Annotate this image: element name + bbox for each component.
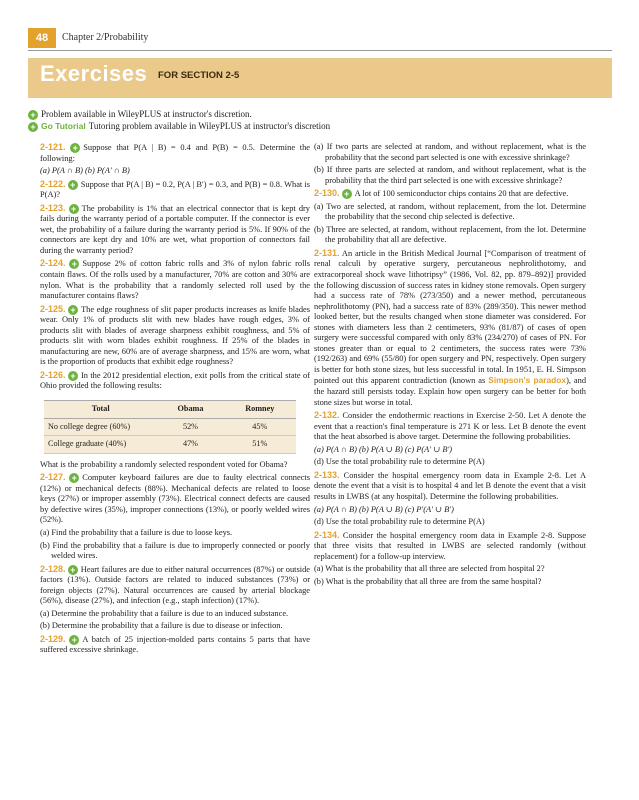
exercise-2-127-b: (b) Find the probability that a failure is due to improperly connected or poorly welded wires. [40, 540, 310, 561]
exercise-2-133-d: (d) Use the total probability rule to determine P(A) [314, 517, 485, 527]
exercise-2-121-parts: (a) P(A ∩ B) (b) P(A′ ∩ B) [40, 166, 130, 176]
exercise-2-121: 2-121. + Suppose that P(A | B) = 0.4 and P(B) = 0.5. Determine the following: [40, 142, 310, 163]
left-column [40, 142, 310, 658]
right-column [314, 142, 586, 589]
exercise-2-122: 2-122. + Suppose that P(A | B) = 0.2, P(A | B′) = 0.3, and P(B) = 0.8. What is P(A)? [40, 178, 310, 200]
chapter-title: Chapter 2/Probability [62, 32, 149, 43]
table-row [44, 436, 296, 454]
exercise-2-123: 2-123. + The probability is 1% that an electrical connector that is kept dry fails during the warranty period of a portable computer. If the connector is ever wet, the probability of a failure during the warranty period is 5%. If 90% of the connectors are kept dry and 10% are wet, what proportion of connectors fail during the warranty period? [40, 202, 310, 255]
table-header-row [44, 401, 296, 419]
plus-icon: + [28, 110, 38, 120]
plus-icon: + [70, 143, 80, 153]
table-row [44, 418, 296, 436]
exercise-2-130: 2-130. + A lot of 100 semiconductor chips contains 20 that are defective. [314, 188, 569, 200]
exercise-2-128-b: (b) Determine the probability that a failure is due to disease or infection. [40, 621, 283, 631]
exercise-2-129-a: (a) If two parts are selected at random, and without replacement, what is the probability that the second part selected is one with excessive shrinkage? [314, 142, 586, 162]
table-cell: 47% [157, 436, 223, 454]
table-cell: 51% [224, 436, 296, 454]
plus-icon: + [28, 122, 38, 132]
plus-icon: + [69, 204, 79, 214]
table-header: Total [44, 401, 157, 419]
table-header: Obama [157, 401, 223, 419]
exercise-2-125: 2-125. + The edge roughness of slit paper products increases as knife blades wear. Only 1% of products slit with new blades have rough edges, 3% of products slit with blades of average sharpness exhibit roughness, and 5% of products slit with worn blades exhibit roughness. If 25% of the blades in manufacturing are new, 60% are of average sharpness, and 15% are worn, what is the proportion of products that exhibit edge roughness? [40, 303, 310, 367]
simpsons-paradox-term: Simpson's paradox [488, 375, 567, 386]
table-cell: 52% [157, 418, 223, 436]
table-header: Romney [224, 401, 296, 419]
exercise-2-130-b: (b) Three are selected, at random, without replacement, from the lot. Determine the probability that all are defective. [314, 224, 586, 245]
banner-subtitle: FOR SECTION 2-5 [158, 70, 240, 81]
header-divider [28, 50, 612, 51]
plus-icon: + [68, 371, 78, 381]
legend-wileyplus: + Problem available in WileyPLUS at instructor's discretion. [28, 108, 612, 120]
exercise-2-134-b: (b) What is the probability that all three are from the same hospital? [314, 576, 542, 586]
table-cell: College graduate (40%) [44, 436, 157, 454]
exercise-2-128: 2-128. + Heart failures are due to either natural occurrences (87%) or outside factors (13%). Outside factors are related to induced substances (73%) or foreign objects (27%). Natural occurrences are caused by arterial blockage (56%), disease (27%), and infection (e.g., staph infection) (17%). [40, 563, 310, 606]
exercise-2-132: 2-132. Consider the endothermic reactions in Exercise 2-50. Let A denote the event that a reaction's final temperature is 271 K or less. Let B denote the event that the heat absorbed is above target. Determine the following probabilities. [314, 410, 587, 442]
legend [28, 108, 612, 132]
exercise-2-126: 2-126. + In the 2012 presidential election, exit polls from the critical state of Ohio provided the following results: [40, 369, 311, 391]
exercise-2-134: 2-134. Consider the hospital emergency room data in Example 2-8. Suppose that three visits that resulted in LWBS are selected randomly (without replacement) for a follow-up interview. [314, 529, 587, 561]
plus-icon: + [68, 565, 78, 575]
plus-icon: + [69, 473, 79, 483]
exercise-2-127: 2-127. + Computer keyboard failures are due to faulty electrical connects (12%) or mechanical defects (88%). Mechanical defects are related to loose keys (27%) or improper assembly (73%). Electrical connect defects are caused by defective wires (35%), improper connections (13%), or poorly welded wires (52%). [40, 472, 311, 525]
exercise-2-129-b: (b) If three parts are selected at random, and without replacement, what is the probability that the third part selected is one with excessive shrinkage? [314, 165, 586, 185]
exercise-2-132-parts: (a) P(A ∩ B) (b) P(A ∪ B) (c) P(A′ ∪ B′) [314, 444, 453, 454]
banner-title: Exercises [40, 61, 148, 86]
table-cell: No college degree (60%) [44, 418, 157, 436]
exercise-2-133-parts: (a) P(A ∩ B) (b) P(A ∪ B) (c) P′(A′ ∪ B′) [314, 504, 454, 514]
exercise-2-130-a: (a) Two are selected, at random, without replacement, from the lot. Determine the probability that the second chip selected is defective. [314, 201, 586, 222]
exercise-2-131: 2-131. An article in the British Medical Journal [“Comparison of treatment of renal calculi by operative surgery, percutaneous nephrolithotomy, and extracorporeal shock wave lithotripsy” (1986, Vol. 82, pp. 879–892)] provided the following discussion of success rates in kidney stone removals. Open surgery had a success rate of 78% (273/350) and a newer method, percutaneous nephrolithotomy (PN), had a success rate of 83% (289/350). This newer method looked better, but the results changed when stone diameter was considered. For stones with diameters less than 2 centimeters, 93% (81/87) of cases of open surgery were successful compared with only 83% (234/270) of cases of PN. For stones greater than or equal to 2 centimeters, the success rates were 73% (192/263) and 69% (55/80) for open surgery and PN, respectively. Open surgery is better for both stone sizes, but less successful in total. In 1951, E. H. Simpson pointed out this apparent contradiction (known as Simpson's paradox), and the hazard still persists today. Explain how open surgery can be better for both stone sizes but worse in total. [314, 247, 587, 407]
plus-icon: + [69, 635, 79, 645]
running-header [0, 28, 639, 48]
table-cell: 45% [224, 418, 296, 436]
plus-icon: + [68, 180, 78, 190]
plus-icon: + [69, 259, 79, 269]
exercise-2-124: 2-124. + Suppose 2% of cotton fabric rolls and 3% of nylon fabric rolls contain flaws. Of the rolls used by a manufacturer, 70% are cotton and 30% are nylon. What is the probability that a randomly selected roll used by the manufacturer contains flaws? [40, 258, 310, 301]
exit-poll-table [44, 400, 296, 454]
exercise-2-129: 2-129. + A batch of 25 injection-molded parts contains 5 parts that have suffered excessive shrinkage. [40, 633, 311, 655]
exercise-2-134-a: (a) What is the probability that all three are selected from hospital 2? [314, 564, 545, 574]
exercises-banner [28, 58, 612, 98]
legend-tutorial: + Go Tutorial Tutoring problem available in WileyPLUS at instructor's discretion [28, 120, 612, 132]
exercise-2-128-a: (a) Determine the probability that a failure is due to an induced substance. [40, 608, 289, 618]
exercise-2-127-a: (a) Find the probability that a failure is due to loose keys. [40, 527, 233, 537]
exercise-2-126-question: What is the probability a randomly selected respondent voted for Obama? [40, 459, 288, 469]
go-tutorial-label: Go Tutorial [41, 121, 86, 131]
page-number: 48 [28, 28, 56, 48]
exercise-2-132-d: (d) Use the total probability rule to determine P(A) [314, 457, 485, 467]
exercise-2-133: 2-133. Consider the hospital emergency room data in Example 2-8. Let A denote the event that a visit is to hospital 4 and let B denote the event that a visit results in LWBS (at any hospital). Determine the following probabilities. [314, 469, 586, 501]
plus-icon: + [342, 189, 352, 199]
plus-icon: + [68, 305, 78, 315]
